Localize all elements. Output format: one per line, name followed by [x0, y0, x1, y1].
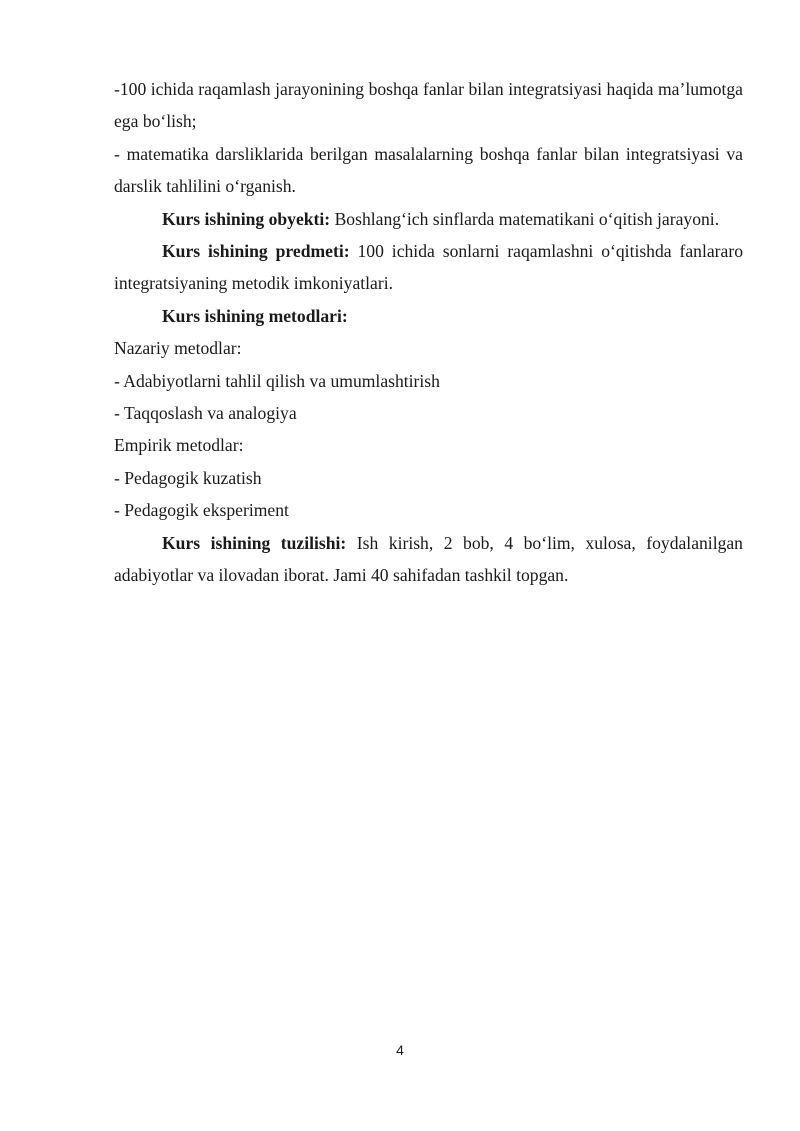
paragraph-textbook-analysis: - matematika darsliklarida berilgan masalalarning boshqa fanlar bilan integratsiyasi va darslik tahlilini o‘rganish.: [114, 143, 743, 197]
paragraph-object: [114, 203, 743, 235]
methods-label: Kurs ishining metodlari:: [162, 305, 348, 326]
page-number: 4: [396, 1042, 404, 1058]
list-item-observation: - Pedagogik kuzatish: [114, 467, 262, 488]
paragraph-structure: [114, 527, 743, 592]
list-item-literature-analysis: - Adabiyotlarni tahlil qilish va umumlashtirish: [114, 370, 440, 391]
paragraph-theoretical-methods: Nazariy metodlar:: [114, 338, 242, 359]
structure-label: Kurs ishining tuzilishi:: [162, 532, 347, 553]
paragraph-subject: [114, 235, 743, 300]
object-text: Boshlang‘ich sinflarda matematikani o‘qitish jarayoni.: [330, 208, 720, 229]
object-label: Kurs ishining obyekti:: [162, 208, 331, 229]
page-body: [114, 73, 743, 592]
subject-text: 100 ichida sonlarni raqamlashni o‘qitishda fanlararo integratsiyaning metodik imkoniyatlari.: [114, 241, 743, 294]
list-item-comparison: - Taqqoslash va analogiya: [114, 403, 297, 424]
paragraph-methods-heading: [114, 300, 743, 332]
paragraph-integration-info: -100 ichida raqamlash jarayonining boshqa fanlar bilan integratsiyasi haqida ma’lumotga ega bo‘lish;: [114, 79, 743, 132]
paragraph-empirical-methods: Empirik metodlar:: [114, 435, 244, 456]
subject-label: Kurs ishining predmeti:: [162, 241, 350, 262]
list-item-experiment: - Pedagogik eksperiment: [114, 500, 289, 521]
structure-text: Ish kirish, 2 bob, 4 bo‘lim, xulosa, foydalanilgan adabiyotlar va ilovadan iborat. Jami 40 sahifadan tashkil topgan.: [114, 532, 743, 586]
